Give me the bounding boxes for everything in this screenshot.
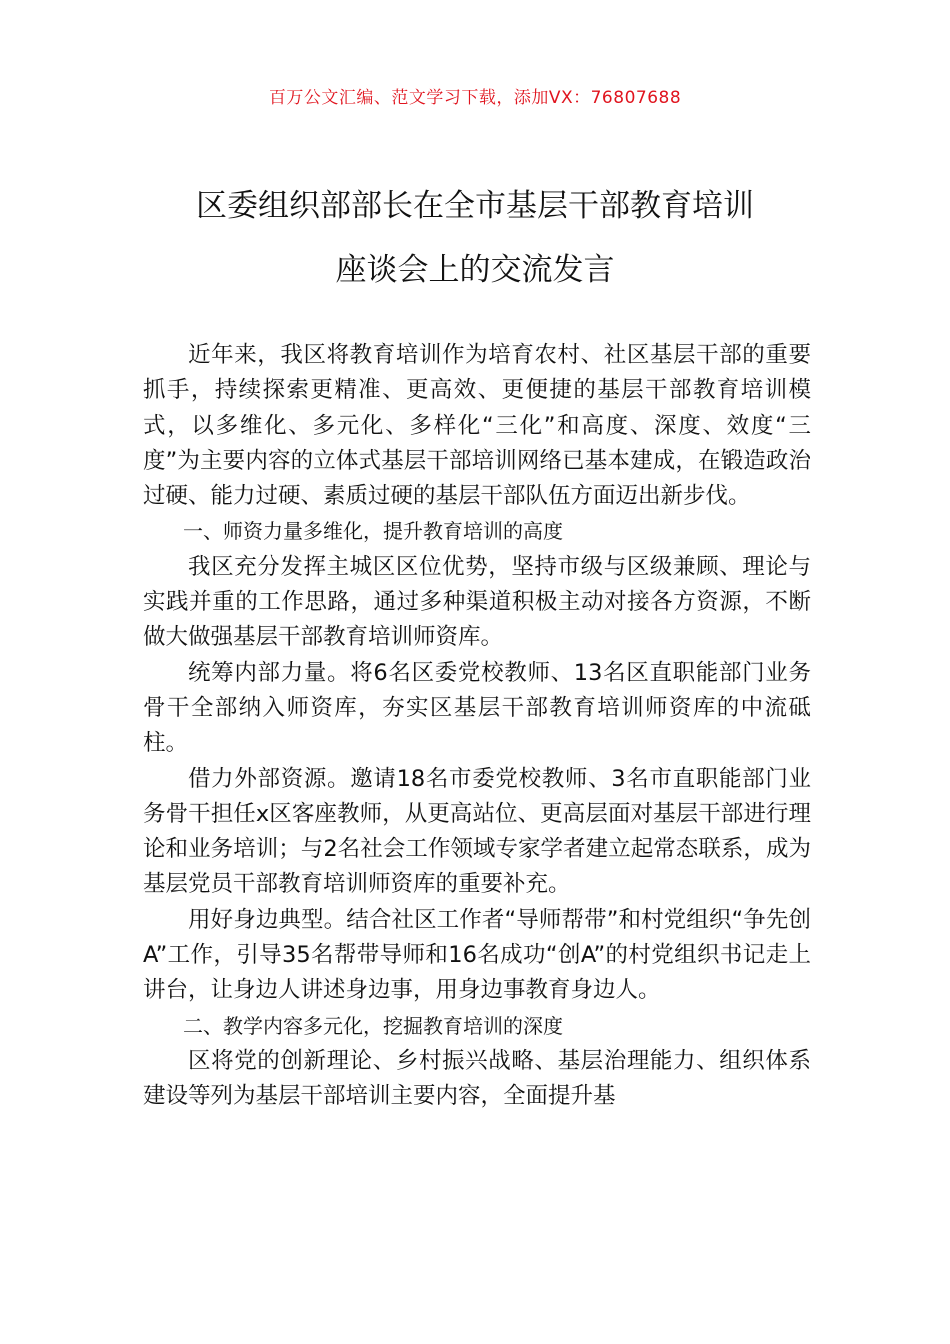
- section-heading-2: 二、教学内容多元化，挖掘教育培训的深度: [183, 1013, 563, 1038]
- document-title-line-1: 区委组织部部长在全市基层干部教育培训: [196, 188, 754, 224]
- paragraph: 借力外部资源。邀请18名市委党校教师、3名市直职能部门业务骨干担任x区客座教师，从更高站位、更高层面对基层干部进行理论和业务培训；与2名社会工作领域专家学者建立起常态联系，成为基层党员干部教育培训师资库的重要补充。: [143, 765, 811, 898]
- paragraph: 区将党的创新理论、乡村振兴战略、基层治理能力、组织体系建设等列为基层干部培训主要内容，全面提升基: [143, 1047, 811, 1110]
- paragraph: 我区充分发挥主城区区位优势，坚持市级与区级兼顾、理论与实践并重的工作思路，通过多种渠道积极主动对接各方资源，不断做大做强基层干部教育培训师资库。: [143, 553, 811, 651]
- section-heading-1: 一、师资力量多维化，提升教育培训的高度: [183, 519, 563, 544]
- document-body: [143, 338, 811, 1115]
- paragraph: 用好身边典型。结合社区工作者“导师帮带”和村党组织“争先创A”工作，引导35名帮带导师和16名成功“创A”的村党组织书记走上讲台，让身边人讲述身边事，用身边事教育身边人。: [143, 906, 811, 1004]
- header-watermark-note: 百万公文汇编、范文学习下载，添加VX：76807688: [268, 88, 682, 108]
- document-title-line-2: 座谈会上的交流发言: [335, 252, 615, 288]
- paragraph-intro: 近年来，我区将教育培训作为培育农村、社区基层干部的重要抓手，持续探索更精准、更高效、更便捷的基层干部教育培训模式，以多维化、多元化、多样化“三化”和高度、深度、效度“三度”为主要内容的立体式基层干部培训网络已基本建成，在锻造政治过硬、能力过硬、素质过硬的基层干部队伍方面迈出新步伐。: [143, 342, 811, 510]
- paragraph: 统筹内部力量。将6名区委党校教师、13名区直职能部门业务骨干全部纳入师资库，夯实区基层干部教育培训师资库的中流砥柱。: [143, 659, 811, 757]
